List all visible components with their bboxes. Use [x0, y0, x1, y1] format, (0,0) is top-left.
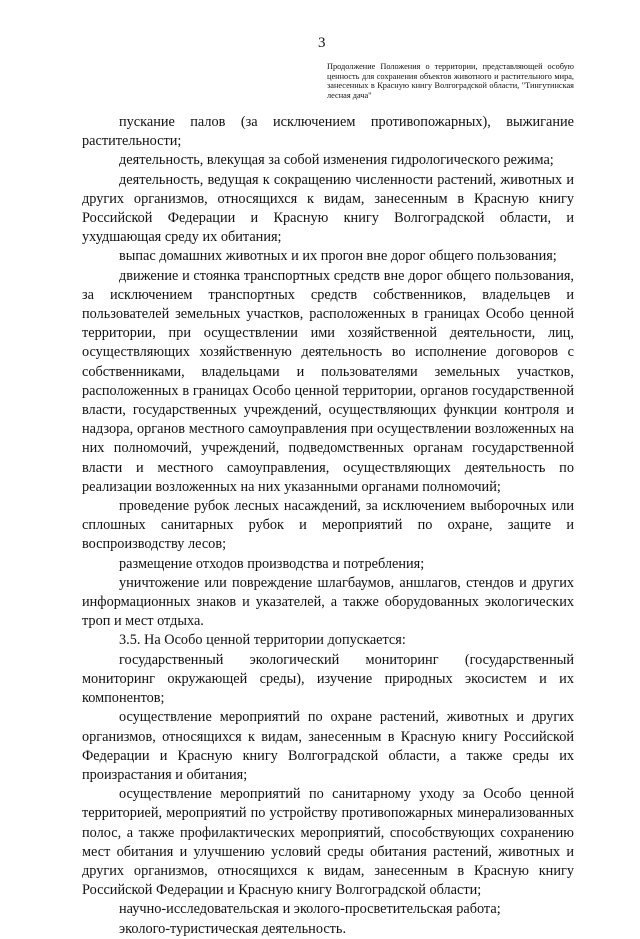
paragraph: деятельность, влекущая за собой изменения гидрологического режима; [119, 152, 554, 169]
body-text [82, 113, 574, 939]
header-note: Продолжение Положения о территории, представляющей особую ценность для сохранения объектов животного и растительного мира, занесенных в Красную книгу Волгоградской области, "Тингутинская лесная дача" [327, 62, 574, 100]
paragraph: осуществление мероприятий по охране растений, животных и других организмов, относящихся к видам, занесенным в Красную книгу Российской Федерации и Красную книгу Волгоградской области, а также среды их произрастания и обитания; [82, 709, 574, 783]
paragraph: эколого-туристическая деятельность. [119, 920, 347, 937]
paragraph: уничтожение или повреждение шлагбаумов, аншлагов, стендов и других информационных знаков и указателей, а также оборудованных экологических троп и мест отдыха. [82, 574, 574, 630]
paragraph: государственный экологический мониторинг (государственный мониторинг окружающей среды), изучение природных экосистем и их компонентов; [82, 651, 574, 707]
paragraph: размещение отходов производства и потребления; [119, 555, 425, 572]
paragraph: движение и стоянка транспортных средств вне дорог общего пользования, за исключением транспортных средств собственников, владельцев и пользователей земельных участков, расположенных в границах Особо ценной территории, при осуществлении ими хозяйственной деятельности, лиц, осуществляющих хозяйственную деятельность во исполнение договоров с собственниками, владельцами и пользователями земельных участков, расположенных в границах Особо ценной территории, органов государственной власти, государственных учреждений, осуществляющих функции контроля и надзора, органов местного самоуправления при осуществлении возложенных на них полномочий, учреждений, подведомственных органам государственной власти и местного самоуправления, осуществляющих деятельность по реализации возложенных на них указанными органами полномочий; [82, 267, 574, 495]
page-number: 3 [318, 35, 326, 51]
paragraph: проведение рубок лесных насаждений, за исключением выборочных или сплошных санитарных рубок и мероприятий по охране, защите и воспроизводству лесов; [82, 498, 574, 553]
paragraph: научно-исследовательская и эколого-просветительская работа; [119, 901, 501, 918]
paragraph: осуществление мероприятий по санитарному уходу за Особо ценной территорией, мероприятий по устройству противопожарных минерализованных полос, а также профилактических мероприятий, способствующих сохранению мест обитания и улучшению условий среды обитания растений, животных и других организмов, относящихся к видам, занесенным в Красную книгу Российской Федерации и Красную книгу Волгоградской области; [82, 786, 574, 899]
section-heading: 3.5. На Особо ценной территории допускается: [119, 632, 406, 649]
paragraph: пускание палов (за исключением противопожарных), выжигание растительности; [82, 114, 574, 150]
paragraph: деятельность, ведущая к сокращению численности растений, животных и других организмов, относящихся к видам, занесенным в Красную книгу Российской Федерации и Красную книгу Волгоградской области, и ухудшающая среду их обитания; [82, 171, 574, 246]
paragraph: выпас домашних животных и их прогон вне дорог общего пользования; [119, 248, 557, 265]
